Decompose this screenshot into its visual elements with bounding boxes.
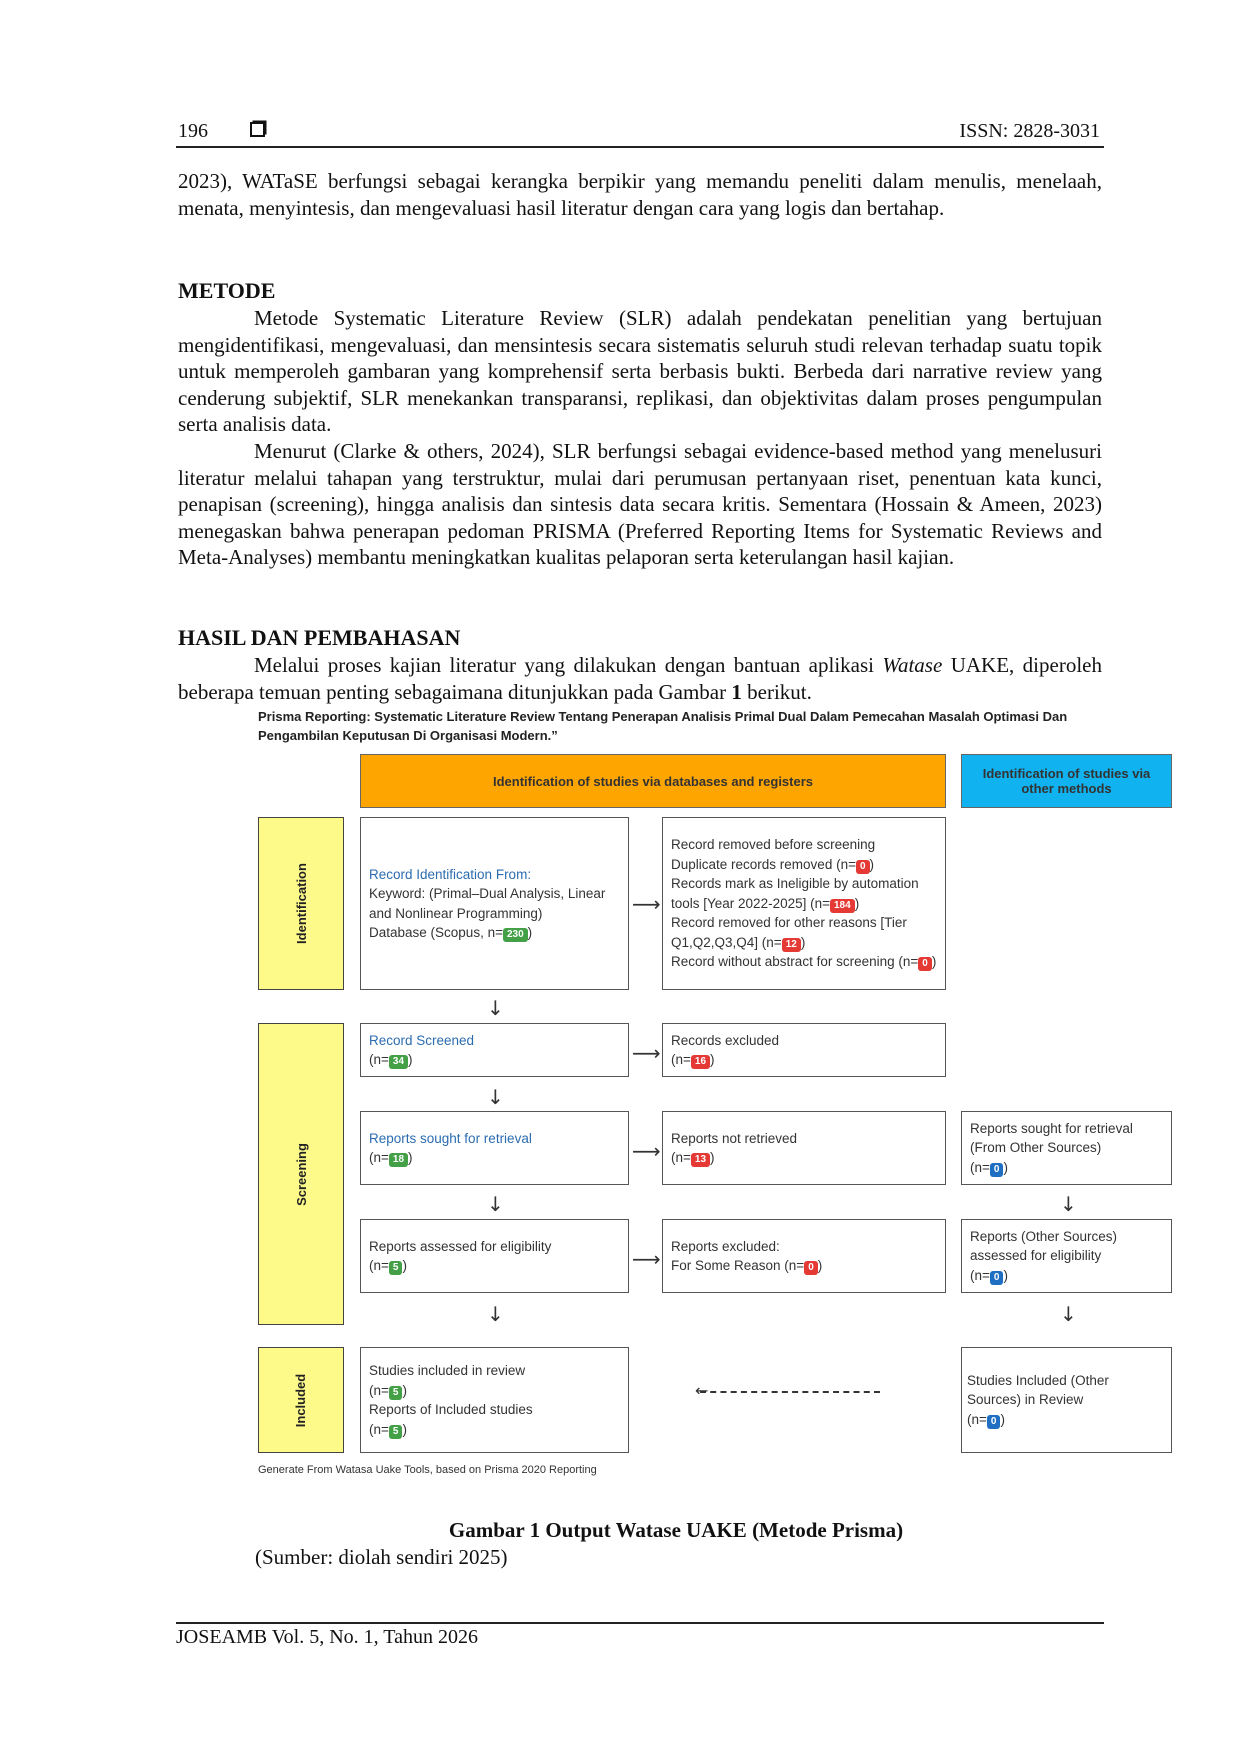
- count-badge: 16: [691, 1055, 710, 1069]
- text: Melalui proses kajian literatur yang dilakukan dengan bantuan aplikasi: [254, 653, 883, 677]
- metode-paragraph-2: Menurut (Clarke & others, 2024), SLR berfungsi sebagai evidence-based method yang menelusuri literatur melalui tahapan yang terstruktur, mulai dari perumusan pertanyaan riset, penentuan kata kunci, penapisan (screening), hingga analisis dan sintesis data secara kritis. Sementara (Hossain & Ameen, 2023) menegaskan bahwa penerapan pedoman PRISMA (Preferred Reporting Items for Systematic Reviews and Meta-Analyses) membantu meningkatkan kualitas pelaporan serta keterulangan hasil kajian.: [178, 438, 1102, 570]
- box-title: Record removed before screening: [671, 837, 876, 853]
- box-title: Records excluded: [671, 1032, 780, 1048]
- arrow-right-icon: ⟶: [632, 1041, 661, 1065]
- arrow-right-icon: ⟶: [632, 1247, 661, 1271]
- hasil-heading: HASIL DAN PEMBAHASAN: [178, 625, 461, 650]
- box-reports-assessed: [360, 1219, 629, 1293]
- box-title: Reports sought for retrieval (From Other Sources): [970, 1120, 1133, 1156]
- paren: ): [527, 925, 533, 940]
- box-title: Reports assessed for eligibility: [369, 1238, 552, 1254]
- page-footer: JOSEAMB Vol. 5, No. 1, Tahun 2026: [176, 1622, 1104, 1649]
- count-badge: 5: [389, 1386, 403, 1400]
- arrow-down-icon: ↓: [1060, 1302, 1077, 1326]
- lane-identification: [258, 817, 344, 990]
- paren: ): [710, 1052, 715, 1067]
- box-title: Reports sought for retrieval: [369, 1130, 532, 1146]
- count-badge: 12: [782, 938, 801, 952]
- count-badge: 5: [389, 1261, 403, 1275]
- text: Studies included in review: [369, 1363, 526, 1378]
- database-text: Database (Scopus, n=: [369, 925, 503, 940]
- arrow-down-icon: ↓: [1060, 1192, 1077, 1216]
- intro-paragraph: 2023), WATaSE berfungsi sebagai kerangka berpikir yang memandu peneliti dalam menulis, menelaah, menata, menyintesis, dan mengevaluasi hasil literatur dengan cara yang logis dan bertahap.: [178, 169, 1102, 220]
- paren: ): [408, 1052, 413, 1067]
- paren: ): [800, 934, 806, 950]
- figure-title: Prisma Reporting: Systematic Literature Review Tentang Penerapan Analisis Primal Dual Dalam Pemecahan Masalah Optimasi Dan Pengambilan Keputusan Di Organisasi Modern.”: [258, 709, 1068, 743]
- text: berikut.: [741, 679, 812, 704]
- text: UAKE, diperoleh beberapa temuan penting sebagaimana ditunjukkan pada Gambar: [178, 653, 1102, 704]
- figure-ref: 1: [731, 679, 742, 704]
- count-badge: 18: [389, 1153, 408, 1167]
- paren: ): [931, 954, 937, 970]
- issn: ISSN: 2828-3031: [959, 120, 1100, 142]
- box-title: Studies Included (Other Sources) in Review: [967, 1372, 1109, 1408]
- paren: ): [869, 856, 875, 872]
- count-badge: 0: [804, 1261, 818, 1275]
- paren: ): [710, 1150, 715, 1165]
- lane-label: Identification: [293, 863, 309, 944]
- figure-source: (Sumber: diolah sendiri 2025): [255, 1545, 508, 1569]
- count-badge: 0: [918, 957, 932, 971]
- box-record-identification: [360, 817, 629, 990]
- header-databases: Identification of studies via databases and registers: [360, 754, 946, 808]
- count-badge: 184: [830, 899, 855, 913]
- arrow-down-icon: ↓: [487, 996, 504, 1020]
- count-badge: 0: [856, 860, 870, 874]
- box-title: Reports (Other Sources) assessed for eligibility: [970, 1228, 1118, 1264]
- text: (n=: [369, 1382, 389, 1398]
- text: Reports of Included studies: [369, 1402, 533, 1417]
- box-reports-assessed-other: [961, 1219, 1172, 1293]
- box-title: Reports not retrieved: [671, 1130, 798, 1146]
- lane-label: Screening: [293, 1142, 309, 1206]
- page-header: [176, 118, 1104, 148]
- paren: ): [817, 1258, 823, 1273]
- arrow-down-icon: ↓: [487, 1302, 504, 1326]
- box-reports-sought: [360, 1111, 629, 1185]
- arrow-down-icon: ↓: [487, 1192, 504, 1216]
- text: (n=: [369, 1052, 389, 1067]
- metode-paragraph-1: Metode Systematic Literature Review (SLR) adalah pendekatan penelitian yang bertujuan mengidentifikasi, mengevaluasi, dan mensintesis secara sistematis seluruh studi relevan terhadap suatu topik untuk memperoleh gambaran yang komprehensif serta berbasis bukti. Berbeda dari narrative review yang cenderung subjektif, SLR menekankan transparansi, replikasi, dan objektivitas dalam proses pengumpulan serta analisis data.: [178, 306, 1102, 437]
- dashed-arrow-left: [700, 1391, 880, 1393]
- text: (n=: [369, 1258, 389, 1273]
- text: Duplicate records removed (n=: [671, 856, 856, 872]
- text: Record removed for other reasons [Tier Q1,Q2,Q3,Q4] (n=: [671, 915, 907, 950]
- paren: ): [1000, 1411, 1005, 1427]
- box-records-excluded: [662, 1023, 946, 1077]
- text: (n=: [671, 1052, 691, 1067]
- count-badge: 0: [990, 1163, 1004, 1177]
- box-reports-excluded: [662, 1219, 946, 1293]
- paren: ): [402, 1421, 407, 1437]
- text: Records mark as Ineligible by automation tools [Year 2022-2025] (n=: [671, 876, 919, 911]
- text: Record without abstract for screening (n=: [671, 954, 919, 970]
- page-number: 196: [178, 120, 208, 142]
- box-title: Record Identification From:: [369, 866, 532, 882]
- lane-label: Included: [293, 1373, 309, 1427]
- text: (n=: [369, 1150, 389, 1165]
- arrow-down-icon: ↓: [487, 1085, 504, 1109]
- paren: ): [854, 895, 860, 911]
- text-italic: Watase: [882, 653, 943, 677]
- text: (n=: [671, 1150, 691, 1165]
- arrow-left-icon: ←: [695, 1381, 709, 1400]
- header-other-methods: Identification of studies via other methods: [961, 754, 1172, 808]
- figure-caption: Gambar 1 Output Watase UAKE (Metode Prisma): [448, 1518, 904, 1542]
- metode-text: [178, 305, 1102, 571]
- box-studies-included: [360, 1347, 629, 1453]
- arrow-right-icon: ⟶: [632, 892, 661, 916]
- paren: ): [402, 1258, 407, 1273]
- box-studies-included-other: [961, 1347, 1172, 1453]
- box-reports-sought-other: [961, 1111, 1172, 1185]
- metode-heading: METODE: [178, 278, 276, 303]
- box-records-removed: [662, 817, 946, 990]
- square-icon: [250, 122, 265, 137]
- text: For Some Reason (n=: [671, 1258, 805, 1273]
- text: (n=: [970, 1267, 990, 1283]
- box-title: Reports excluded:: [671, 1238, 780, 1254]
- text: (n=: [967, 1411, 987, 1427]
- count-badge: 13: [691, 1153, 710, 1167]
- hasil-paragraph: [178, 652, 1102, 705]
- count-badge: 5: [389, 1425, 403, 1439]
- count-badge: 230: [503, 928, 528, 942]
- paren: ): [1003, 1267, 1008, 1283]
- count-badge: 0: [987, 1415, 1001, 1429]
- count-badge: 0: [990, 1271, 1004, 1285]
- keyword-text: Keyword: (Primal–Dual Analysis, Linear and Nonlinear Programming): [369, 886, 606, 921]
- arrow-right-icon: ⟶: [632, 1139, 661, 1163]
- box-reports-not-retrieved: [662, 1111, 946, 1185]
- text: (n=: [369, 1421, 389, 1437]
- figure-note: Generate From Watasa Uake Tools, based on Prisma 2020 Reporting: [258, 1464, 597, 1476]
- paren: ): [408, 1150, 413, 1165]
- lane-screening: [258, 1023, 344, 1325]
- paren: ): [1003, 1159, 1008, 1175]
- count-badge: 34: [389, 1055, 408, 1069]
- box-record-screened: [360, 1023, 629, 1077]
- paren: ): [402, 1382, 407, 1398]
- lane-included: [258, 1347, 344, 1453]
- text: (n=: [970, 1159, 990, 1175]
- box-title: Record Screened: [369, 1032, 475, 1048]
